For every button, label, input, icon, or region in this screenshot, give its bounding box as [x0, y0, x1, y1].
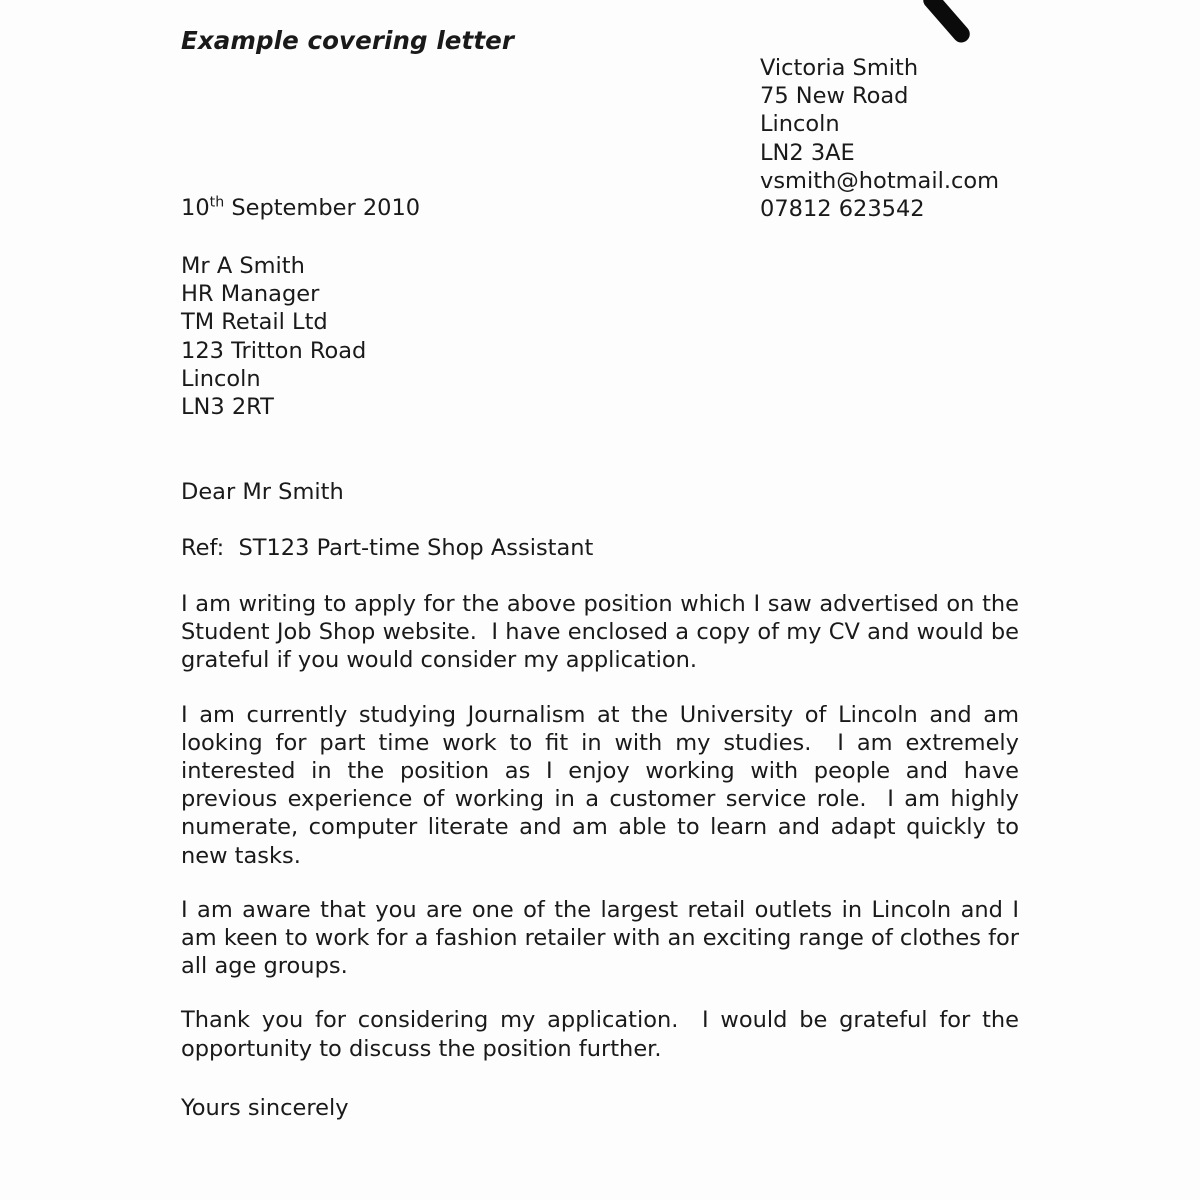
recipient-line-postcode: LN3 2RT	[181, 394, 274, 421]
sender-line-street: 75 New Road	[760, 83, 909, 110]
sign-off: Yours sincerely	[181, 1095, 349, 1121]
date-ordinal-suffix: th	[209, 194, 225, 211]
recipient-address-block	[181, 252, 366, 421]
sender-address-block	[760, 54, 999, 223]
reference-line: Ref: ST123 Part-time Shop Assistant	[181, 535, 594, 561]
recipient-line-role: HR Manager	[181, 281, 320, 308]
recipient-line-company: TM Retail Ltd	[181, 309, 328, 336]
scan-pen-mark-artifact	[920, 0, 974, 46]
letter-body	[181, 590, 1027, 1063]
body-paragraph: I am currently studying Journalism at the University of Lincoln and am looking for part time work to fit in with my studies. I am extremely interested in the position as I enjoy working with people and have previous experience of working in a customer service role. I am highly numerate, computer literate and am able to learn and adapt quickly to new tasks.	[181, 701, 1027, 869]
page-title: Example covering letter	[181, 26, 515, 55]
body-paragraph: I am aware that you are one of the largest retail outlets in Lincoln and I am keen to work for a fashion retailer with an exciting range of clothes for all age groups.	[181, 896, 1027, 980]
sender-line-city: Lincoln	[760, 111, 840, 138]
recipient-line-street: 123 Tritton Road	[181, 337, 367, 364]
date-month-year: September 2010	[224, 195, 421, 221]
recipient-line-name: Mr A Smith	[181, 253, 305, 279]
letter-date	[181, 194, 420, 222]
sender-line-name: Victoria Smith	[760, 55, 919, 81]
sender-line-phone: 07812 623542	[760, 196, 925, 223]
recipient-line-city: Lincoln	[181, 365, 261, 392]
date-day: 10	[181, 195, 210, 221]
salutation: Dear Mr Smith	[181, 479, 344, 505]
body-paragraph: I am writing to apply for the above position which I saw advertised on the Student Job Shop website. I have enclosed a copy of my CV and would be grateful if you would consider my application.	[181, 591, 1027, 674]
sender-line-email: vsmith@hotmail.com	[760, 167, 1000, 194]
body-paragraph: Thank you for considering my application. I would be grateful for the opportunity to discuss the position further.	[181, 1007, 1027, 1062]
sender-line-postcode: LN2 3AE	[760, 139, 855, 166]
